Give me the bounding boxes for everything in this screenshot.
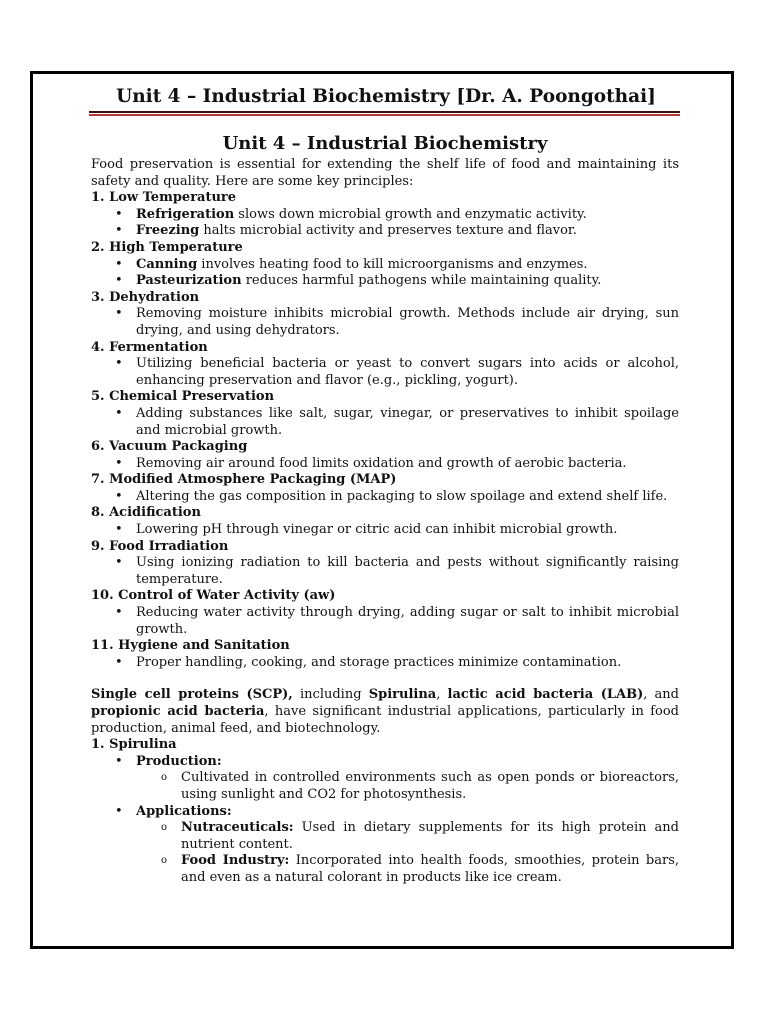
scp-term: lactic acid bacteria (LAB) [447,687,644,703]
group-label: • Applications: [136,803,232,819]
bullet-item [91,655,679,672]
principle-heading: 6. Vacuum Packaging [91,439,248,455]
bullet-item [91,406,679,439]
scp-intro-paragraph [91,687,679,737]
principle-bullets [91,406,679,439]
spirulina-groups [91,754,679,887]
item-text: Used in dietary supplements for its high protein and nutrient content. [181,820,679,852]
sub-item [91,820,679,853]
principle-heading: 2. High Temperature [91,239,243,255]
item-term: Refrigeration [136,206,235,222]
scp-text: , [436,687,448,703]
spirulina-section [91,737,679,886]
sub-item [91,770,679,803]
principle-bullets [91,356,679,389]
principle-bullets [91,257,679,290]
spirulina-group [91,754,679,804]
bullet-item [91,257,679,274]
page-header: Unit 4 – Industrial Biochemistry [Dr. A. Poongothai] [116,86,656,107]
principle-heading: 3. Dehydration [91,289,200,305]
principle-bullets [91,207,679,240]
scp-text: , and [643,687,680,703]
intro-paragraph: Food preservation is essential for extending the shelf life of food and maintaining its safety and quality. Here are some key principles: [91,157,679,189]
bullet-item [91,605,679,638]
bullet-item [91,522,679,539]
group-subitems [91,770,679,803]
principle-heading: 5. Chemical Preservation [91,389,275,405]
item-text: Adding substances like salt, sugar, vinegar, or preservatives to inhibit spoilage and microbial growth. [136,405,679,438]
item-text: Altering the gas composition in packaging to slow spoilage and extend shelf life. [136,488,668,504]
scp-term: propionic acid bacteria [91,704,265,719]
scp-text: , have significant industrial applications, particularly in food production, animal feed, and biotechnology. [91,704,679,736]
item-text: Removing air around food limits oxidation and growth of aerobic bacteria. [136,455,627,471]
spirulina-group [91,804,679,887]
principle-heading: 7. Modified Atmosphere Packaging (MAP) [91,472,397,488]
group-label: • Production: [136,753,222,769]
item-text: Proper handling, cooking, and storage practices minimize contamination. [136,654,622,670]
sub-item [91,853,679,886]
principle-bullets [91,456,679,473]
principle-bullets [91,522,679,539]
bullet-item [91,489,679,506]
bullet-item [91,306,679,339]
bullet-item [91,207,679,224]
document-title: Unit 4 – Industrial Biochemistry [222,133,548,154]
document-body [91,132,679,887]
item-text: reduces harmful pathogens while maintaining quality. [241,273,602,289]
bullet-item [91,356,679,389]
scp-term: Single cell proteins (SCP), [91,687,293,703]
principle-bullets [91,306,679,339]
item-text: Incorporated into health foods, smoothies, protein bars, and even as a natural colorant in products like ice cream. [181,853,679,885]
section-gap [91,671,679,687]
principle-heading: 11. Hygiene and Sanitation [91,638,290,654]
principle-bullets [91,655,679,672]
item-term: Freezing [136,223,200,239]
principle-heading: 10. Control of Water Activity (aw) [91,588,336,604]
principle-heading: 1. Low Temperature [91,190,237,206]
principle-bullets [91,555,679,588]
bullet-item [91,555,679,588]
item-text: Using ionizing radiation to kill bacteria and pests without significantly raising temperature. [136,555,679,587]
spirulina-heading: 1. Spirulina [91,737,177,753]
item-text: halts microbial activity and preserves texture and flavor. [199,223,577,239]
item-text: Utilizing beneficial bacteria or yeast to convert sugars into acids or alcohol, enhancing preservation and flavor (e.g., pickling, yogurt). [136,356,679,388]
item-term: Nutraceuticals: [181,820,294,836]
item-text: slows down microbial growth and enzymatic activity. [234,206,587,222]
principle-bullets [91,605,679,638]
principle-heading: 4. Fermentation [91,339,208,355]
item-term: Pasteurization [136,273,242,289]
scp-term: Spirulina [368,687,437,703]
item-text: Removing moisture inhibits microbial growth. Methods include air drying, sun drying, and using dehydrators. [136,306,679,338]
bullet-item [91,223,679,240]
bullet-item [91,273,679,290]
header-rule-red [89,114,680,116]
item-term: Food Industry: [181,853,290,869]
scp-text: including [292,687,369,703]
bullet-item [91,456,679,473]
item-term: Canning [136,256,198,272]
item-text: involves heating food to kill microorganisms and enzymes. [197,256,588,272]
group-subitems [91,820,679,886]
item-text: Lowering pH through vinegar or citric acid can inhibit microbial growth. [136,522,618,538]
item-text: Cultivated in controlled environments such as open ponds or bioreactors, using sunlight and CO2 for photosynthesis. [181,770,679,802]
principle-heading: 8. Acidification [91,505,201,521]
principle-bullets [91,489,679,506]
principle-heading: 9. Food Irradiation [91,538,229,554]
principles-list [91,190,679,671]
header-rule-dark [89,111,680,113]
item-text: Reducing water activity through drying, adding sugar or salt to inhibit microbial growth. [136,605,679,637]
